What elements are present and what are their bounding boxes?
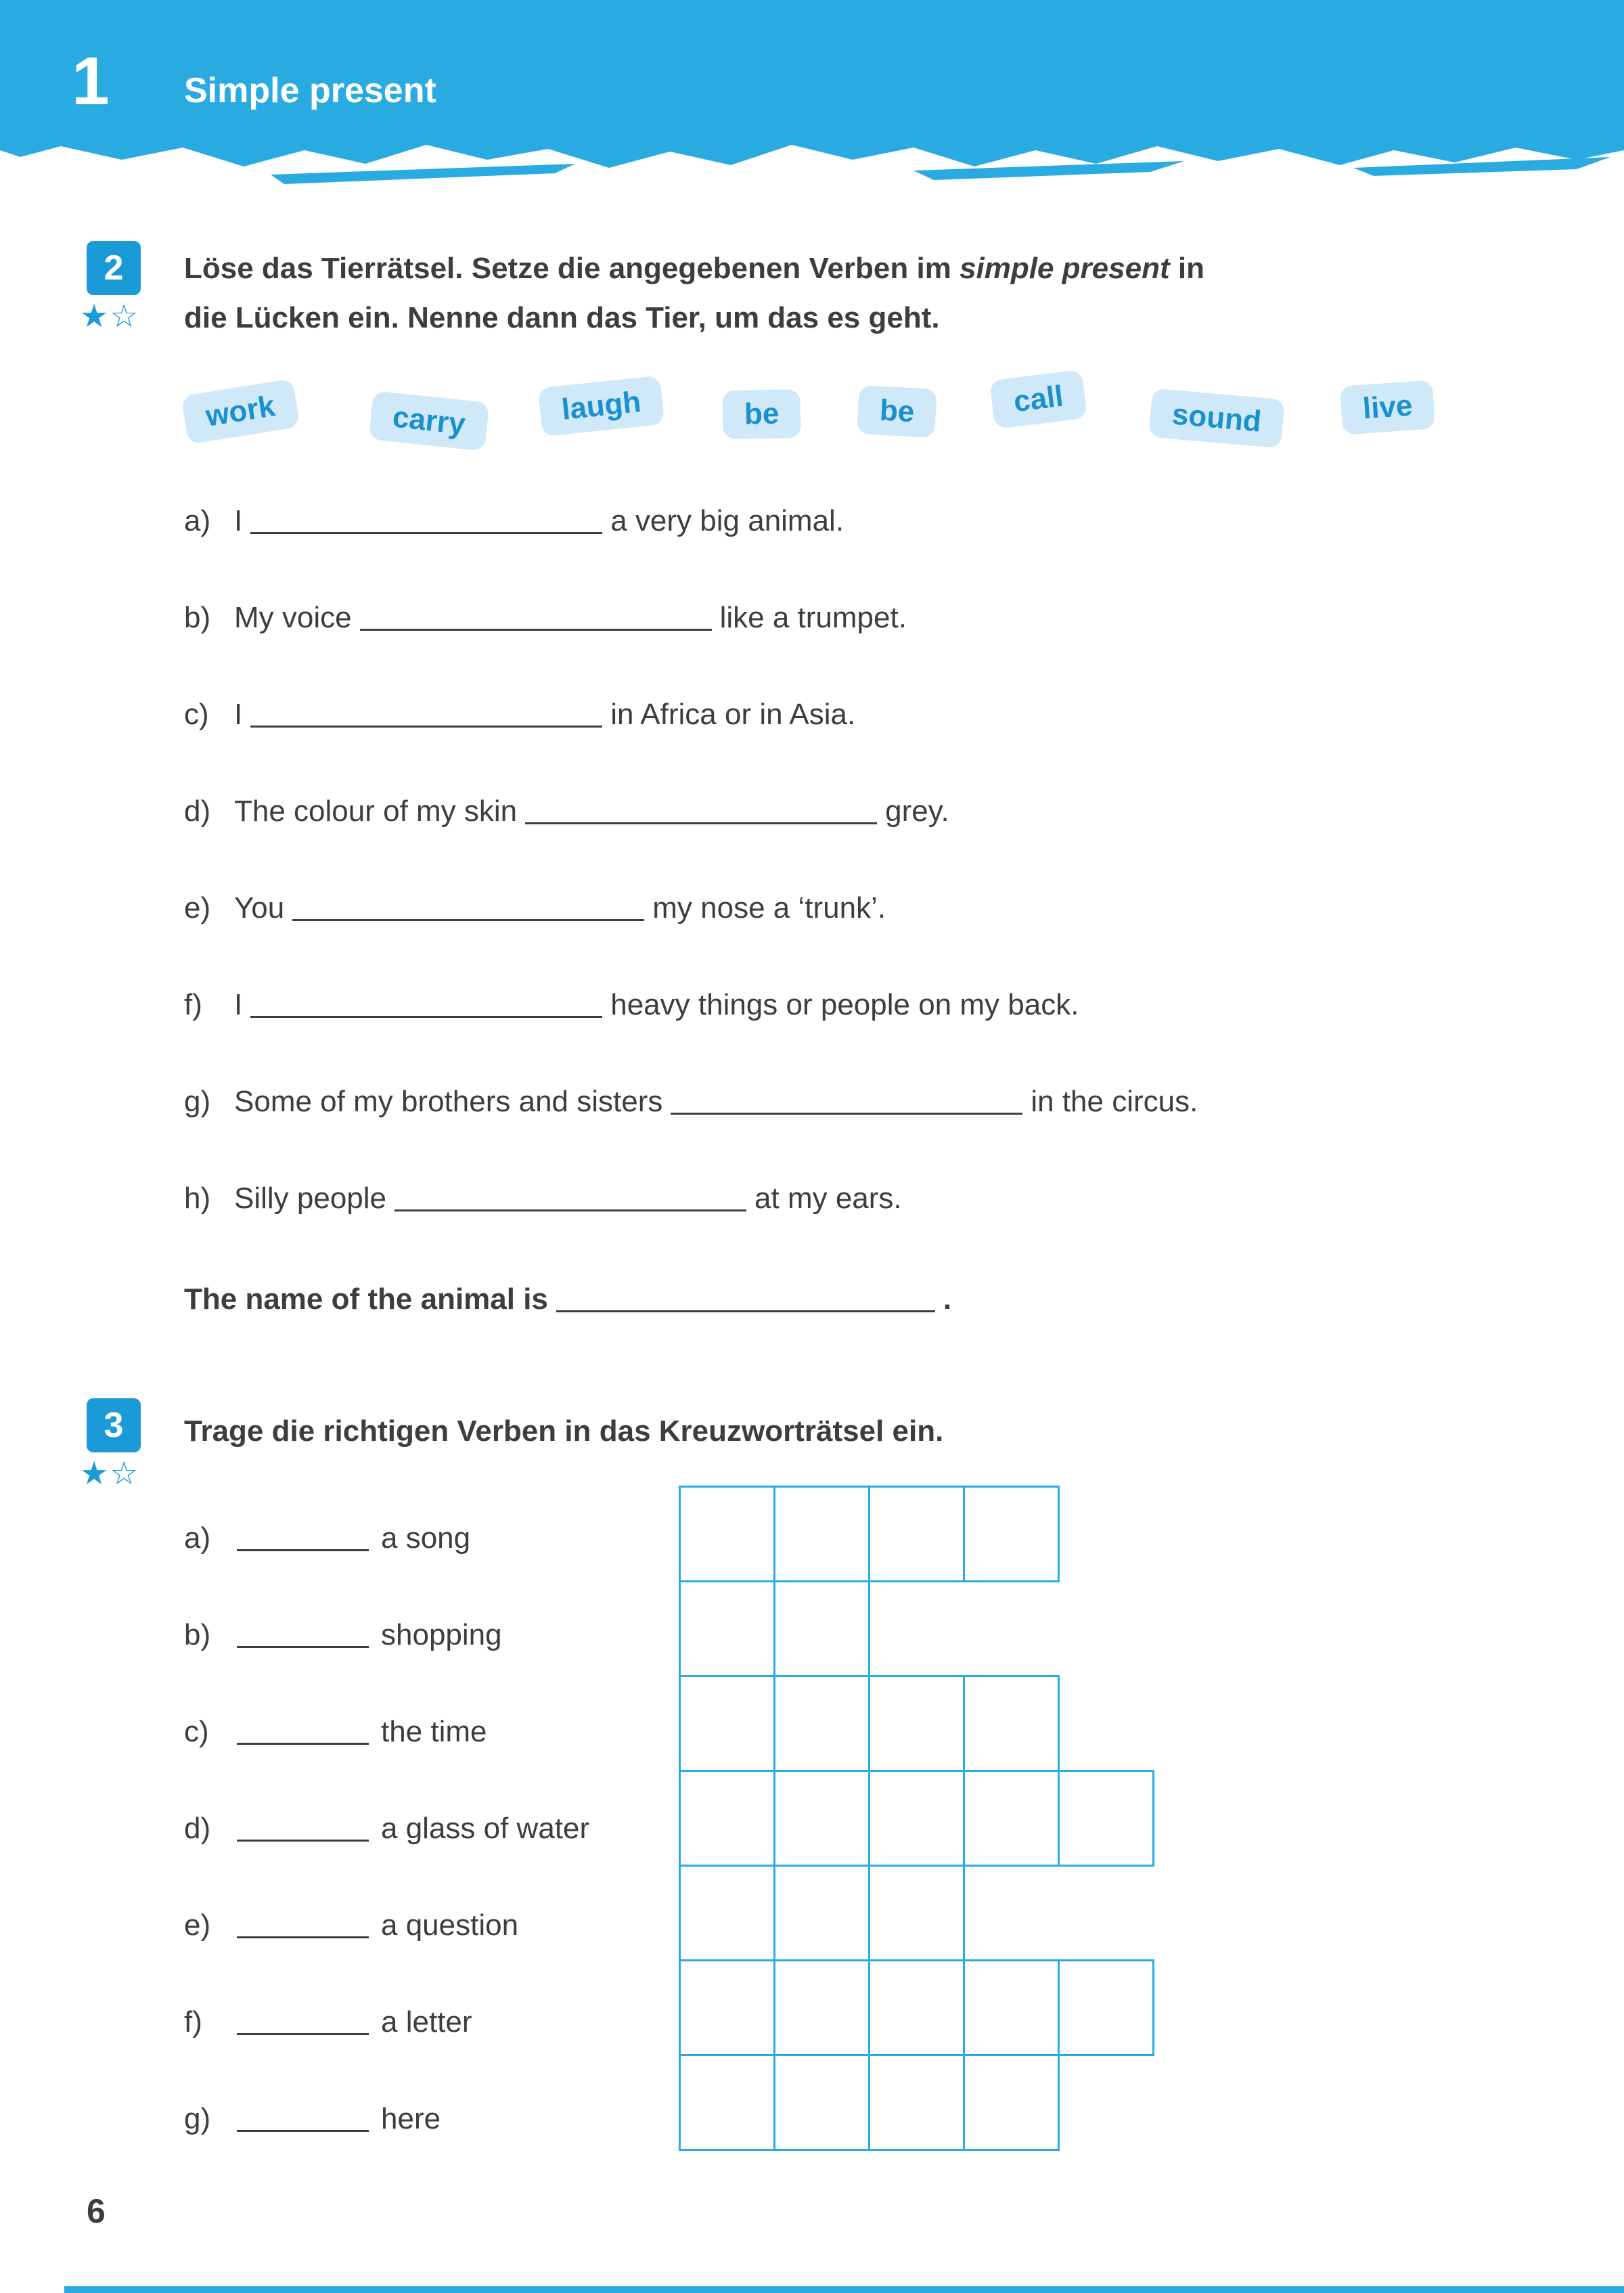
instruction-text-pre: Löse das Tierrätsel. Setze die angegebenen Verben im: [184, 252, 960, 285]
crossword-cell[interactable]: [868, 1865, 965, 1961]
item-label: g): [184, 2102, 211, 2135]
item-post: shopping: [381, 1618, 502, 1651]
item-text: [234, 1085, 1198, 1119]
item-post: a glass of water: [381, 1812, 590, 1845]
answer-blank[interactable]: [237, 1931, 369, 1938]
exercise3-instruction: Trage die richtigen Verben in das Kreuzworträtsel ein.: [184, 1415, 944, 1448]
item-label: e): [184, 1909, 211, 1942]
item-label: c): [184, 1715, 209, 1748]
item-text: [234, 1812, 589, 1846]
crossword-cell[interactable]: [679, 1486, 775, 1582]
item-post: the time: [381, 1715, 487, 1748]
item-post: here: [381, 2102, 441, 2135]
answer-blank[interactable]: [237, 2124, 369, 2132]
sentence-item: [184, 698, 1605, 795]
word-chip-label: sound: [1171, 397, 1263, 439]
answer-blank[interactable]: [394, 1204, 746, 1211]
word-chip[interactable]: [369, 391, 489, 451]
answer-blank[interactable]: [237, 1641, 369, 1648]
answer-blank[interactable]: [237, 1737, 369, 1745]
item-text: [234, 1618, 502, 1652]
item-label: b): [184, 601, 211, 634]
exercise2-instruction: [184, 244, 1524, 342]
word-chip[interactable]: [857, 385, 937, 438]
crossword-cell[interactable]: [868, 1486, 965, 1582]
crossword-cell[interactable]: [963, 2054, 1060, 2151]
crossword-cell[interactable]: [1058, 1959, 1154, 2056]
crossword-cell[interactable]: [963, 1959, 1060, 2056]
sentence-item: [184, 988, 1605, 1085]
sentence-item: [184, 601, 1605, 698]
crossword-cell[interactable]: [868, 1770, 965, 1867]
item-label: g): [184, 1085, 211, 1118]
item-text: [234, 1182, 902, 1216]
item-pre: The colour of my skin: [234, 795, 518, 828]
crossword-cell[interactable]: [679, 1580, 775, 1677]
crossword-cell[interactable]: [868, 1959, 965, 2056]
crossword-cell[interactable]: [1058, 1770, 1154, 1867]
word-chip[interactable]: [722, 389, 801, 439]
animal-answer-line: [184, 1283, 951, 1316]
item-label: a): [184, 504, 211, 537]
page-number: 6: [87, 2192, 106, 2230]
item-post: a song: [381, 1521, 471, 1555]
item-pre: I: [234, 698, 243, 731]
answer-blank[interactable]: [250, 1010, 602, 1018]
item-label: b): [184, 1618, 211, 1651]
answer-blank[interactable]: [525, 817, 877, 824]
sentence-item: [184, 795, 1605, 891]
crossword-row: [679, 1770, 1154, 1867]
crossword-row: [679, 1675, 1154, 1772]
crossword-cell[interactable]: [773, 2054, 870, 2151]
item-pre: I: [234, 504, 243, 537]
word-chip-label: laugh: [560, 385, 643, 427]
crossword-cell[interactable]: [773, 1865, 870, 1961]
answer-blank[interactable]: [250, 527, 602, 534]
crossword-cell[interactable]: [963, 1486, 1060, 1582]
exercise2-number-badge: 2: [87, 241, 141, 295]
item-text: [234, 988, 1079, 1022]
item-post: a letter: [381, 2005, 472, 2039]
item-post: in the circus.: [1031, 1085, 1198, 1118]
item-pre: I: [234, 988, 243, 1021]
item-text: [234, 795, 949, 828]
word-chip-label: live: [1361, 388, 1414, 426]
chapter-number: 1: [72, 43, 110, 119]
crossword-cell[interactable]: [679, 1770, 775, 1867]
chapter-header-band: [0, 0, 1624, 130]
item-post: grey.: [885, 795, 949, 828]
answer-blank[interactable]: [292, 914, 644, 921]
item-text: [234, 891, 886, 925]
item-label: h): [184, 1182, 211, 1215]
item-text: [234, 601, 907, 635]
answer-blank[interactable]: [237, 1834, 369, 1842]
sentence-item: [184, 1085, 1605, 1182]
word-chip-label: be: [744, 397, 780, 431]
crossword-grid: [679, 1486, 1154, 2151]
answer-blank[interactable]: [671, 1107, 1022, 1115]
word-chip-label: carry: [390, 400, 468, 441]
crossword-cell[interactable]: [868, 2054, 965, 2151]
crossword-cell[interactable]: [773, 1770, 870, 1867]
exercise2-items: [184, 504, 1605, 1278]
crossword-cell[interactable]: [868, 1675, 965, 1772]
crossword-cell[interactable]: [679, 1959, 775, 2056]
sentence-item: [184, 1182, 1605, 1278]
item-label: c): [184, 698, 209, 731]
item-label: e): [184, 891, 211, 925]
item-post: like a trumpet.: [719, 601, 907, 634]
item-post: heavy things or people on my back.: [610, 988, 1079, 1021]
crossword-cell[interactable]: [773, 1675, 870, 1772]
word-chip[interactable]: [1148, 388, 1285, 449]
item-label: d): [184, 1812, 211, 1845]
crossword-row: [679, 1959, 1154, 2056]
item-text: [234, 504, 844, 538]
answer-blank[interactable]: [237, 2028, 369, 2035]
item-text: [234, 1909, 518, 1942]
instruction-text-post: in: [1169, 252, 1204, 285]
crossword-cell[interactable]: [773, 1486, 870, 1582]
brush-edge: [0, 130, 1624, 204]
word-chip-label: work: [203, 389, 277, 433]
crossword-row: [679, 1486, 1154, 1582]
word-chip[interactable]: [538, 376, 665, 437]
word-chip[interactable]: [989, 370, 1087, 430]
answer-line-pre: The name of the animal is: [184, 1283, 548, 1316]
exercise2-instruction-line2: die Lücken ein. Nenne dann das Tier, um das es geht.: [184, 301, 940, 334]
item-text: [234, 2102, 441, 2136]
item-post: my nose a ‘trunk’.: [652, 891, 886, 925]
item-text: [234, 1715, 487, 1749]
item-label: f): [184, 988, 202, 1021]
item-pre: My voice: [234, 601, 352, 634]
crossword-cell[interactable]: [679, 1675, 775, 1772]
crossword-row: [679, 1865, 1154, 1961]
exercise2-difficulty-stars: ★☆: [80, 298, 140, 335]
crossword-cell[interactable]: [773, 1580, 870, 1677]
sentence-item: [184, 891, 1605, 988]
crossword-row: [679, 1580, 1154, 1677]
word-chip-label: be: [878, 393, 916, 429]
item-post: a very big animal.: [610, 504, 844, 537]
item-pre: You: [234, 891, 285, 925]
word-chip[interactable]: [181, 378, 300, 445]
chapter-title: Simple present: [184, 71, 436, 110]
item-post: at my ears.: [754, 1182, 902, 1215]
item-pre: Silly people: [234, 1182, 387, 1215]
animal-answer-blank[interactable]: [556, 1305, 935, 1312]
item-label: a): [184, 1521, 211, 1555]
item-pre: Some of my brothers and sisters: [234, 1085, 663, 1118]
crossword-cell[interactable]: [679, 2054, 775, 2151]
answer-blank[interactable]: [250, 720, 602, 728]
footer-rule: [64, 2286, 1624, 2293]
exercise2-instruction-line1: [184, 244, 1524, 293]
item-post: in Africa or in Asia.: [610, 698, 856, 731]
sentence-item: [184, 504, 1605, 601]
word-chip[interactable]: [1340, 380, 1436, 435]
crossword-cell[interactable]: [679, 1865, 775, 1961]
word-chip-label: call: [1012, 379, 1066, 419]
item-text: [234, 698, 855, 732]
item-label: f): [184, 2005, 202, 2039]
item-label: d): [184, 795, 211, 828]
exercise3-difficulty-stars: ★☆: [80, 1455, 140, 1492]
item-text: [234, 2005, 472, 2039]
answer-line-post: .: [943, 1283, 952, 1316]
answer-blank[interactable]: [360, 623, 712, 631]
crossword-row: [679, 2054, 1154, 2151]
crossword-cell[interactable]: [773, 1959, 870, 2056]
instruction-text-italic: simple present: [960, 252, 1170, 285]
item-text: [234, 1521, 470, 1555]
answer-blank[interactable]: [237, 1544, 369, 1551]
crossword-cell[interactable]: [963, 1675, 1060, 1772]
item-post: a question: [381, 1909, 519, 1942]
crossword-cell[interactable]: [963, 1770, 1060, 1867]
exercise3-number-badge: 3: [87, 1398, 141, 1452]
